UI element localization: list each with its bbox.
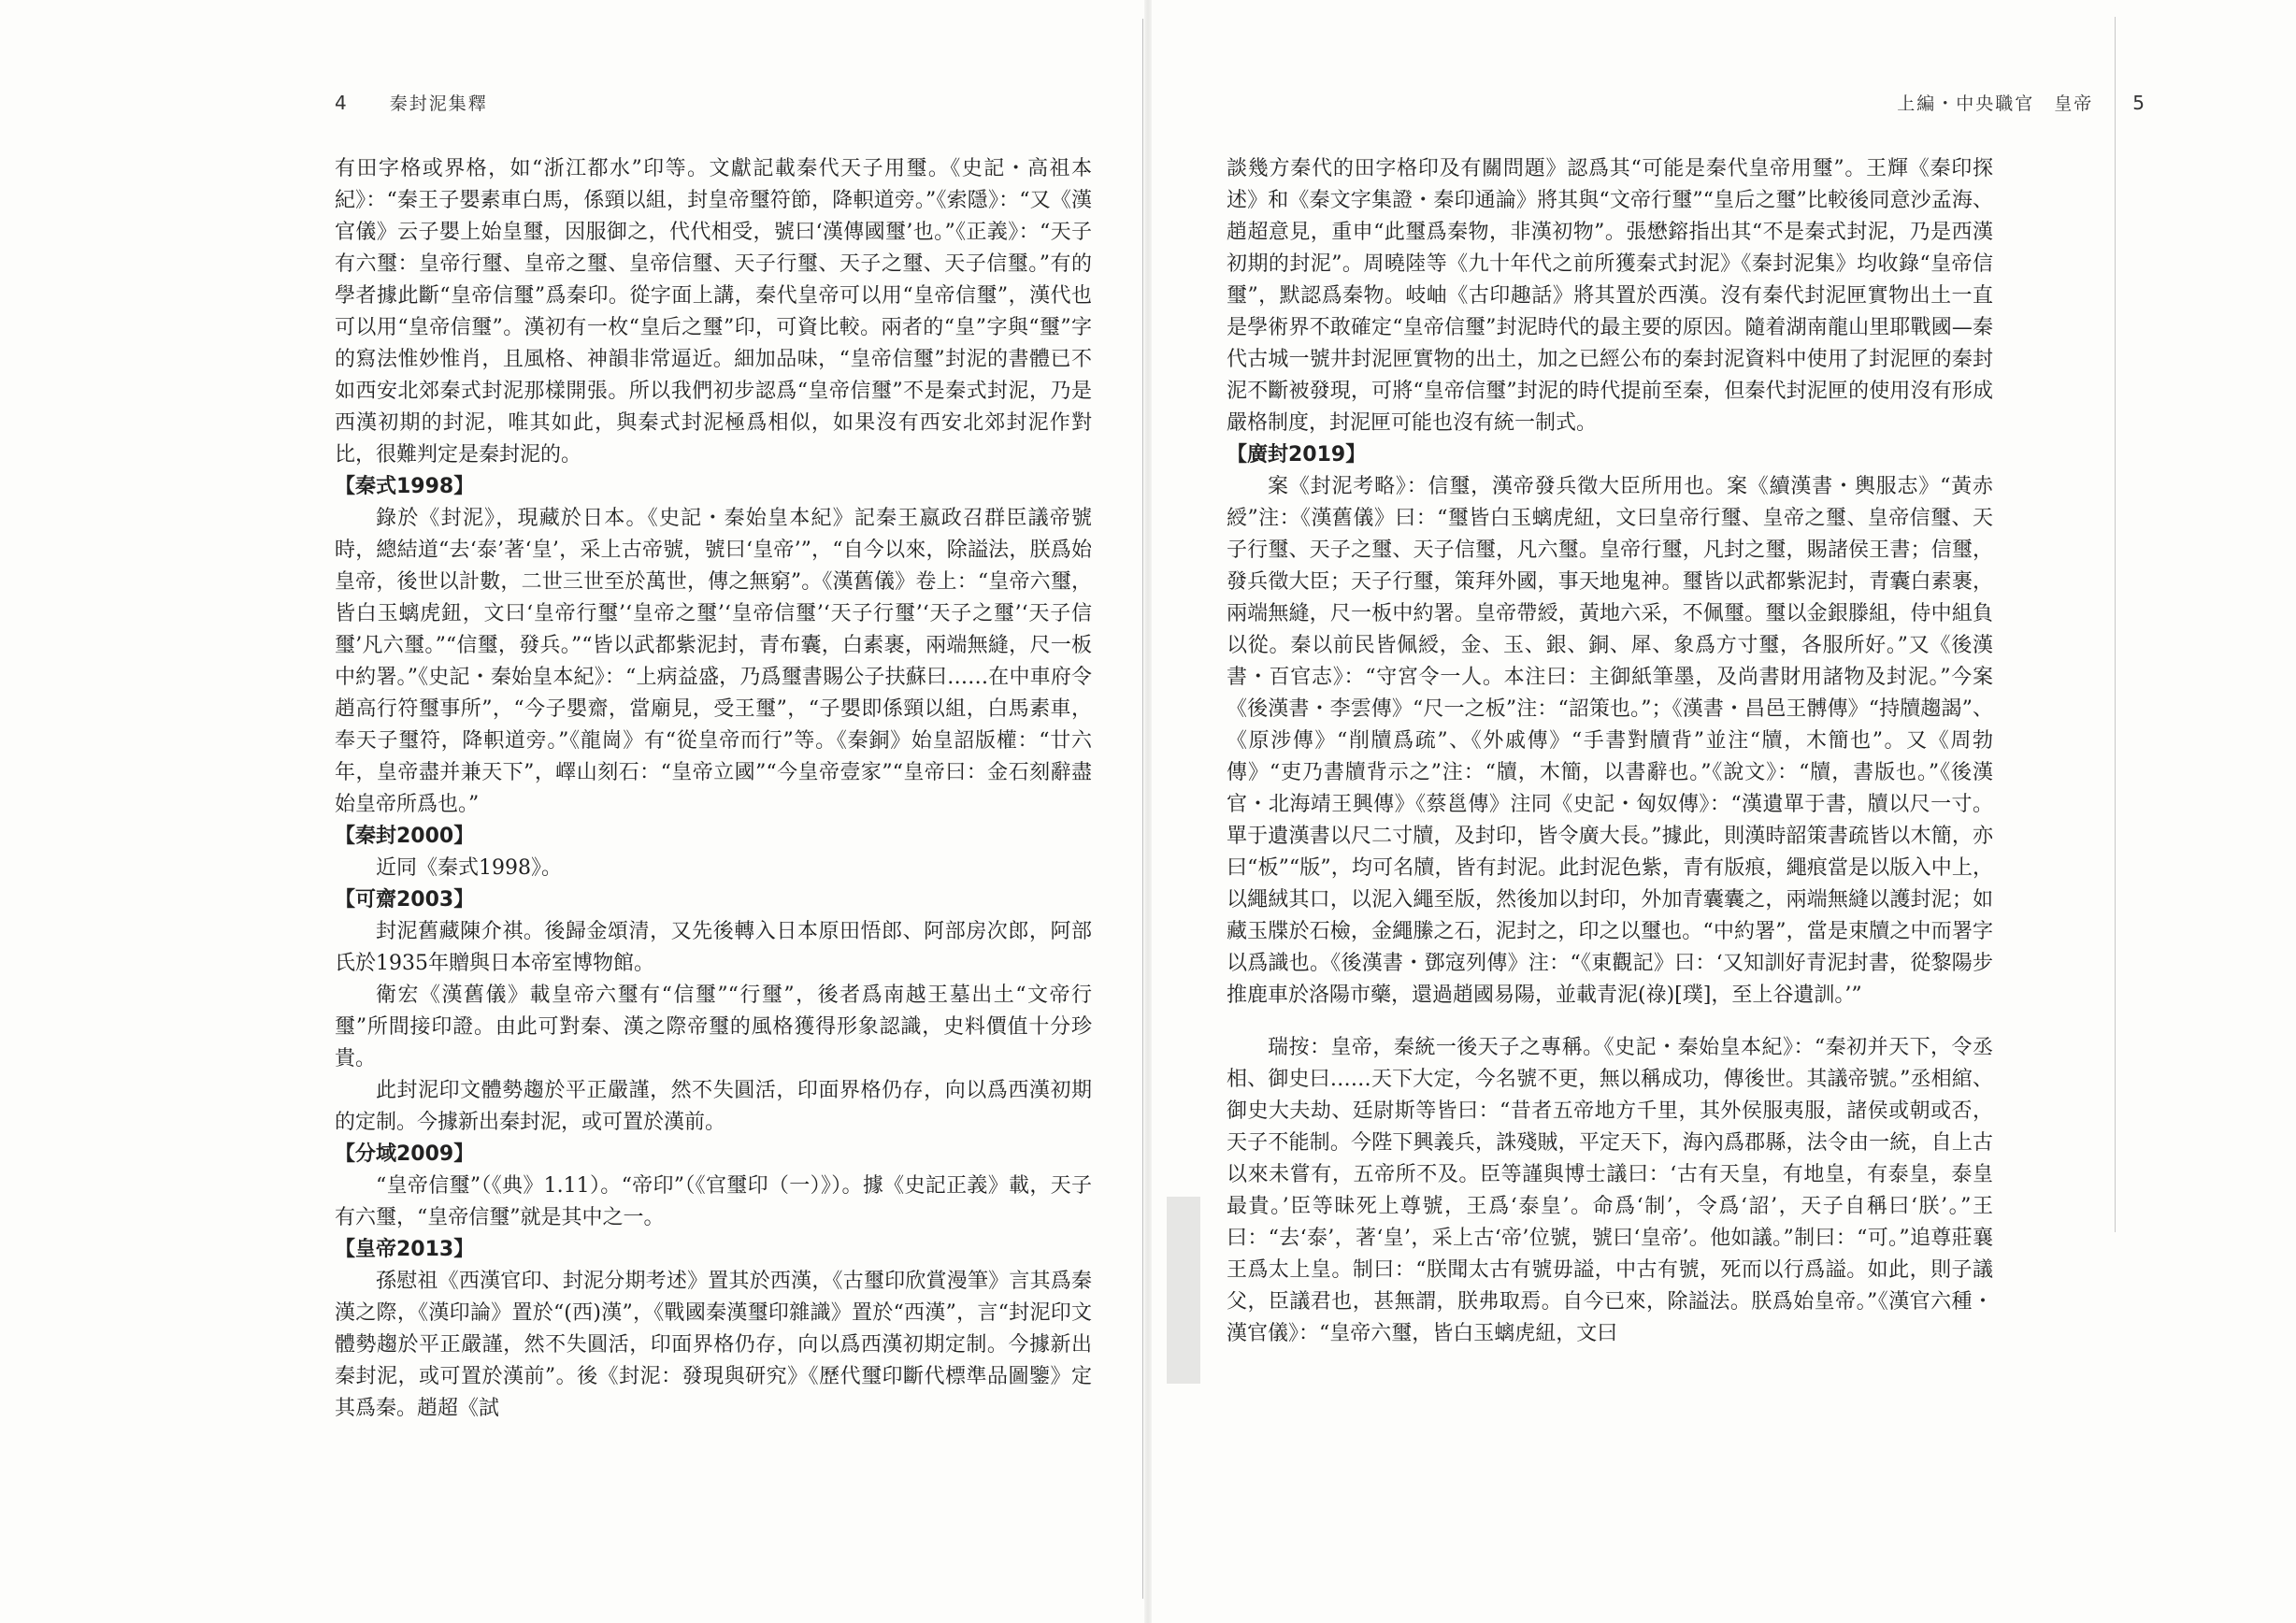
left-body-text [335, 153, 1092, 1425]
section-heading: 【秦封2000】 [335, 825, 475, 848]
right-running-header [1897, 90, 2146, 115]
paragraph: “皇帝信璽”（《典》1.11）。“帝印”（《官璽印（一）》）。據《史記正義》載，天子有六璽，“皇帝信璽”就是其中之一。 [335, 1174, 1092, 1229]
paragraph: 此封泥印文體勢趨於平正嚴謹，然不失圓活，印面界格仍存，向以爲西漢初期的定制。今據新出秦封泥，或可置於漢前。 [335, 1079, 1092, 1134]
paragraph: 近同《秦式1998》。 [376, 856, 562, 880]
section-heading: 【秦式1998】 [335, 475, 475, 498]
section-heading: 【廣封2019】 [1227, 443, 1367, 467]
gutter-shadow-line [1142, 19, 1143, 1599]
right-body-text [1227, 153, 1993, 1350]
right-running-title: 上編・中央職官 皇帝 [1897, 93, 2094, 114]
left-running-title: 秦封泥集釋 [389, 93, 488, 114]
section-heading: 【分域2009】 [335, 1142, 475, 1166]
paragraph-spacer [1227, 1012, 1993, 1032]
left-page-number: 4 [335, 92, 349, 114]
paragraph: 孫慰祖《西漢官印、封泥分期考述》置其於西漢，《古璽印欣賞漫筆》言其爲秦漢之際，《漢印論》置於“(西)漢”，《戰國秦漢璽印雜識》置於“西漢”，言“封泥印文體勢趨於平正嚴謹，然不失圓活，印面界格仍存，向以爲西漢初期定制。今據新出秦封泥，或可置於漢前”。後《封泥：發現與研究》《歷代璽印斷代標準品圖鑒》定其爲秦。趙超《試 [335, 1270, 1092, 1420]
left-running-header [335, 90, 488, 115]
paragraph: 瑞按：皇帝，秦統一後天子之專稱。《史記・秦始皇本紀》：“秦初并天下，令丞相、御史曰……天下大定，今名號不更，無以稱成功，傳後世。其議帝號。”丞相綰、御史大夫劫、廷尉斯等皆曰：“昔者五帝地方千里，其外侯服夷服，諸侯或朝或否，天子不能制。今陛下興義兵，誅殘賊，平定天下，海內爲郡縣，法令由一統，自上古以來未嘗有，五帝所不及。臣等謹與博士議曰：‘古有天皇，有地皇，有泰皇，泰皇最貴。’臣等昧死上尊號，王爲‘泰皇’。命爲‘制’，令爲‘詔’，天子自稱曰‘朕’。”王曰：“去‘泰’，著‘皇’，采上古‘帝’位號，號曰‘皇帝’。他如議。”制曰：“可。”追尊莊襄王爲太上皇。制曰：“朕聞太古有號毋謚，中古有號，死而以行爲謚。如此，則子議父，臣議君也，甚無謂，朕弗取焉。自今已來，除謚法。朕爲始皇帝。”《漢官六種・漢官儀》：“皇帝六璽，皆白玉螭虎紐，文曰 [1227, 1036, 1993, 1345]
paragraph: 案《封泥考略》：信璽，漢帝發兵徵大臣所用也。案《續漢書・輿服志》“黃赤綬”注：《漢舊儀》曰：“璽皆白玉螭虎紐，文曰皇帝行璽、皇帝之璽、皇帝信璽、天子行璽、天子之璽、天子信璽，凡六璽。皇帝行璽，凡封之璽，賜諸侯王書；信璽，發兵徵大臣；天子行璽，策拜外國，事天地鬼神。璽皆以武都紫泥封，青囊白素裹，兩端無縫，尺一板中約署。皇帝帶綬，黃地六采，不佩璽。璽以金銀滕組，侍中組負以從。秦以前民皆佩綬，金、玉、銀、銅、犀、象爲方寸璽，各服所好。”又《後漢書・百官志》：“守宮令一人。本注曰：主御紙筆墨，及尚書財用諸物及封泥。”今案《後漢書・李雲傳》“尺一之板”注：“詔策也。”；《漢書・昌邑王髆傳》“持牘趨謁”、《原涉傳》“削牘爲疏”、《外戚傳》“手書對牘背”並注“牘，木簡也”。又《周勃傳》“吏乃書牘背示之”注：“牘，木簡，以書辭也。”《說文》：“牘，書版也。”《後漢官・北海靖王興傳》《蔡邕傳》注同《史記・匈奴傳》：“漢遺單于書，牘以尺一寸。單于遺漢書以尺二寸牘，及封印，皆令廣大長。”據此，則漢時韶策書疏皆以木簡，亦曰“板”“版”，均可名牘，皆有封泥。此封泥色紫，青有版痕，繩痕當是以版入中上，以繩絨其口，以泥入繩至版，然後加以封印，外加青囊囊之，兩端無縫以護封泥；如藏玉牒於石檢，金繩縢之石，泥封之，印之以璽也。“中約署”，當是束牘之中而署字以爲識也。《後漢書・鄧寇列傳》注：“《東觀記》曰：‘又知訓好青泥封書，從黎陽步推鹿車於洛陽市藥，還過趙國易陽，並載青泥(祿)[璞]，至上谷遺訓。’” [1227, 475, 1993, 1007]
paragraph: 錄於《封泥》，現藏於日本。《史記・秦始皇本紀》記秦王嬴政召群臣議帝號時，總結道“去‘泰’著‘皇’，采上古帝號，號曰‘皇帝’”，“自今以來，除謚法，朕爲始皇帝，後世以計數，二世三世至於萬世，傳之無窮”。《漢舊儀》卷上：“皇帝六璽，皆白玉螭虎鈕，文曰‘皇帝行璽’‘皇帝之璽’‘皇帝信璽’‘天子行璽’‘天子之璽’‘天子信璽’凡六璽。”“信璽，發兵。”“皆以武都紫泥封，青布囊，白素裹，兩端無縫，尺一板中約署。”《史記・秦始皇本紀》：“上病益盛，乃爲璽書賜公子扶蘇曰……在中車府令趙高行符璽事所”，“今子嬰齋，當廟見，受王璽”，“子嬰即係頸以組，白馬素車，奉天子璽符，降軹道旁。”《龍崗》有“從皇帝而行”等。《秦銅》始皇詔版權：“廿六年，皇帝盡并兼天下”，嶧山刻石：“皇帝立國”“今皇帝壹家”“皇帝曰：金石刻辭盡始皇帝所爲也。” [335, 507, 1092, 816]
paragraph: 衛宏《漢舊儀》載皇帝六璽有“信璽”“行璽”，後者爲南越王墓出土“文帝行璽”所間接印證。由此可對秦、漢之際帝璽的風格獲得形象認識，史料價值十分珍貴。 [335, 984, 1092, 1070]
paragraph: 封泥舊藏陳介祺。後歸金頌清，又先後轉入日本原田悟郎、阿部房次郎，阿部氏於1935年贈與日本帝室博物館。 [335, 920, 1092, 975]
paragraph: 有田字格或界格，如“浙江都水”印等。文獻記載秦代天子用璽。《史記・高祖本紀》：“秦王子嬰素車白馬，係頸以組，封皇帝璽符節，降軹道旁。”《索隱》：“又《漢官儀》云子嬰上始皇璽，因服御之，代代相受，號曰‘漢傳國璽’也。”《正義》：“天子有六璽：皇帝行璽、皇帝之璽、皇帝信璽、天子行璽、天子之璽、天子信璽。”有的學者據此斷“皇帝信璽”爲秦印。從字面上講，秦代皇帝可以用“皇帝信璽”，漢代也可以用“皇帝信璽”。漢初有一枚“皇后之璽”印，可資比較。兩者的“皇”字與“璽”字的寫法惟妙惟肖，且風格、神韻非常逼近。細加品味，“皇帝信璽”封泥的書體已不如西安北郊秦式封泥那樣開張。所以我們初步認爲“皇帝信璽”不是秦式封泥，乃是西漢初期的封泥，唯其如此，與秦式封泥極爲相似，如果沒有西安北郊封泥作對比，很難判定是秦封泥的。 [335, 157, 1092, 467]
right-page-number: 5 [2132, 92, 2146, 114]
section-heading: 【可齋2003】 [335, 888, 475, 912]
section-heading: 【皇帝2013】 [335, 1238, 475, 1261]
paragraph: 談幾方秦代的田字格印及有關問題》認爲其“可能是秦代皇帝用璽”。王輝《秦印探述》和《秦文字集證・秦印通論》將其與“文帝行璽”“皇后之璽”比較後同意沙孟海、趙超意見，重申“此璽爲秦物，非漢初物”。張懋鎔指出其“不是秦式封泥，乃是西漢初期的封泥”。周曉陸等《九十年代之前所獲秦式封泥》《秦封泥集》均收錄“皇帝信璽”，默認爲秦物。岐岫《古印趣話》將其置於西漢。沒有秦代封泥匣實物出土一直是學術界不敢確定“皇帝信璽”封泥時代的最主要的原因。隨着湖南龍山里耶戰國—秦代古城一號井封泥匣實物的出土，加之已經公布的秦封泥資料中使用了封泥匣的秦封泥不斷被發現，可將“皇帝信璽”封泥的時代提前至秦，但秦代封泥匣的使用沒有形成嚴格制度，封泥匣可能也沒有統一制式。 [1227, 157, 1993, 435]
